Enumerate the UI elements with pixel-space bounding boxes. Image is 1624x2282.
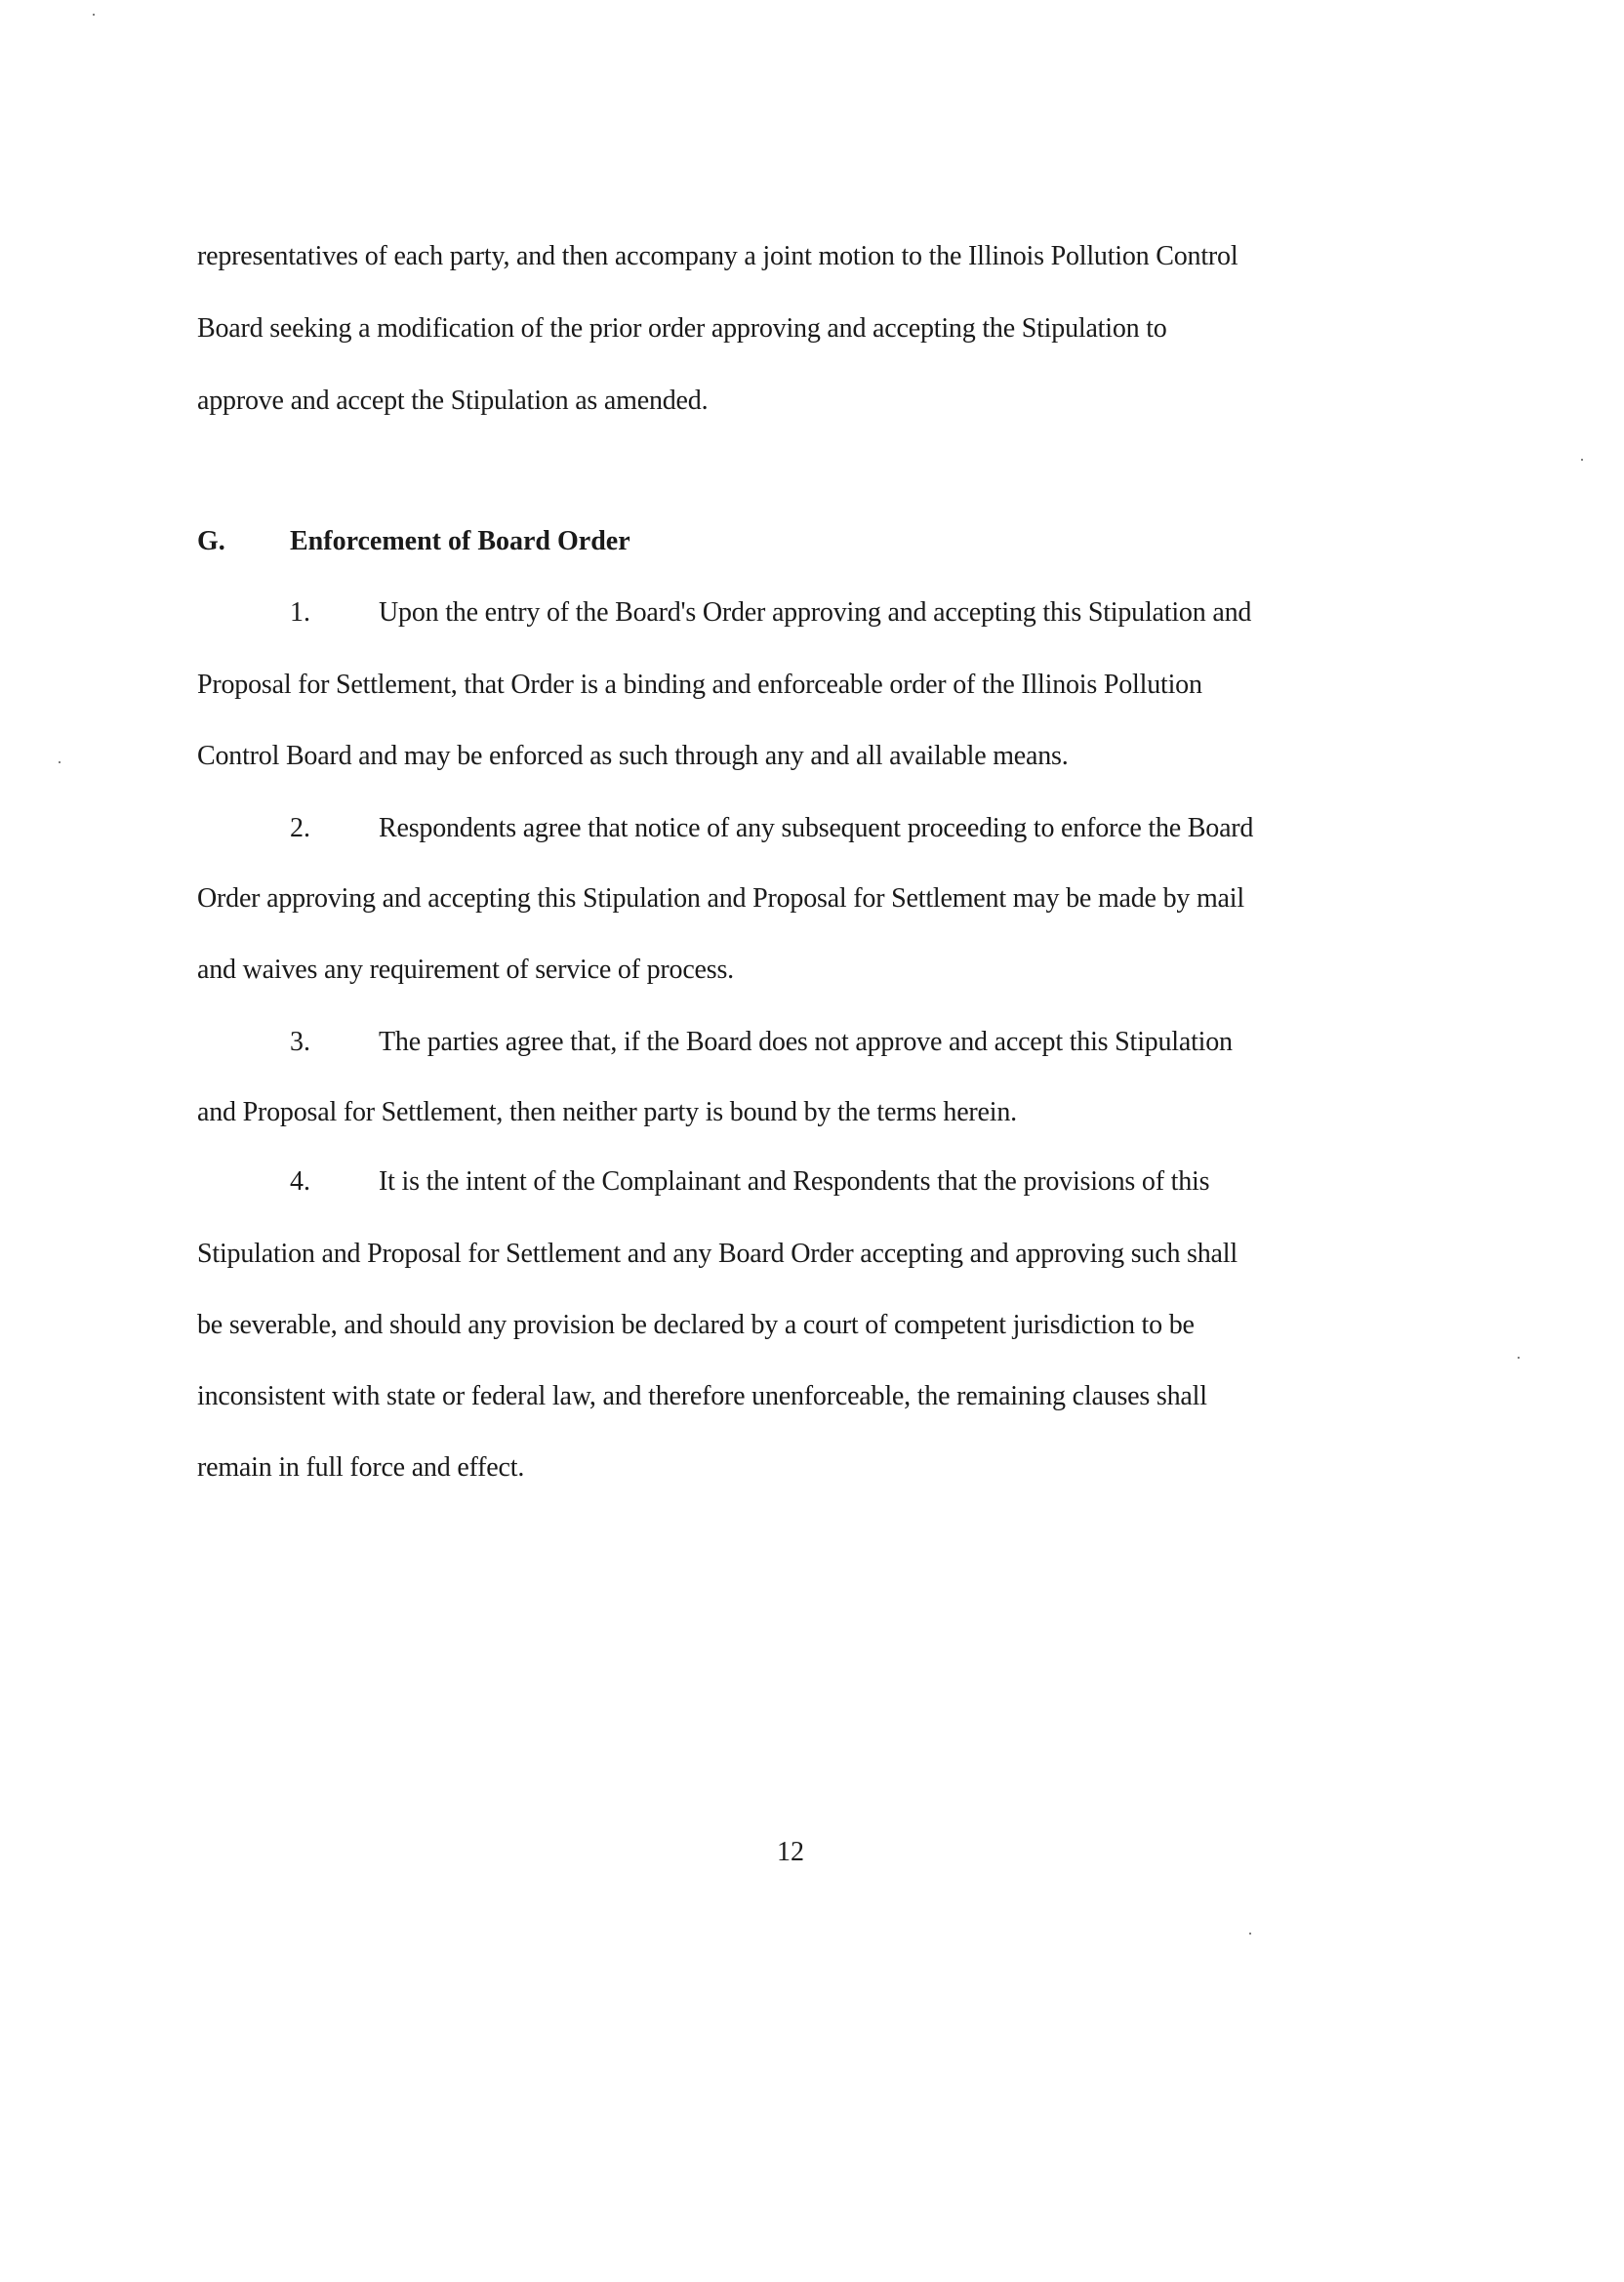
paragraph-3-first-line: The parties agree that, if the Board does not approve and accept this Stipulation — [379, 1027, 1233, 1057]
paragraph-2-number: 2. — [290, 813, 310, 843]
paragraph-1-number: 1. — [290, 597, 310, 628]
paragraph-4-number: 4. — [290, 1166, 310, 1197]
section-title: Enforcement of Board Order — [290, 526, 630, 556]
paragraph-1-line-3: Control Board and may be enforced as such through any and all available means. — [197, 741, 1069, 771]
continuation-line-2: Board seeking a modification of the prior order approving and accepting the Stipulation to — [197, 313, 1167, 344]
paragraph-2-line-3: and waives any requirement of service of process. — [197, 955, 734, 985]
paragraph-3-number: 3. — [290, 1027, 310, 1057]
page-number: 12 — [777, 1837, 804, 1867]
scan-speck — [1518, 1357, 1520, 1359]
paragraph-4-line-5: remain in full force and effect. — [197, 1452, 525, 1483]
scan-speck — [59, 761, 61, 763]
section-letter: G. — [197, 526, 225, 556]
paragraph-1-first-line: Upon the entry of the Board's Order approving and accepting this Stipulation and — [379, 597, 1252, 628]
continuation-line-3: approve and accept the Stipulation as amended. — [197, 386, 709, 416]
scan-speck — [93, 14, 95, 16]
paragraph-4-line-3: be severable, and should any provision be declared by a court of competent jurisdiction to be — [197, 1310, 1195, 1340]
paragraph-4-line-2: Stipulation and Proposal for Settlement and any Board Order accepting and approving such shall — [197, 1239, 1238, 1269]
scan-speck — [1249, 1933, 1251, 1935]
continuation-line-1: representatives of each party, and then accompany a joint motion to the Illinois Pollution Control — [197, 241, 1238, 271]
paragraph-4-line-4: inconsistent with state or federal law, and therefore unenforceable, the remaining clauses shall — [197, 1381, 1207, 1411]
paragraph-2-line-2: Order approving and accepting this Stipulation and Proposal for Settlement may be made by mail — [197, 883, 1244, 914]
scan-speck — [1581, 459, 1583, 461]
paragraph-4-first-line: It is the intent of the Complainant and Respondents that the provisions of this — [379, 1166, 1210, 1197]
paragraph-3-line-2: and Proposal for Settlement, then neither party is bound by the terms herein. — [197, 1097, 1017, 1127]
paragraph-1-line-2: Proposal for Settlement, that Order is a binding and enforceable order of the Illinois Pollution — [197, 670, 1202, 700]
paragraph-2-first-line: Respondents agree that notice of any subsequent proceeding to enforce the Board — [379, 813, 1254, 843]
